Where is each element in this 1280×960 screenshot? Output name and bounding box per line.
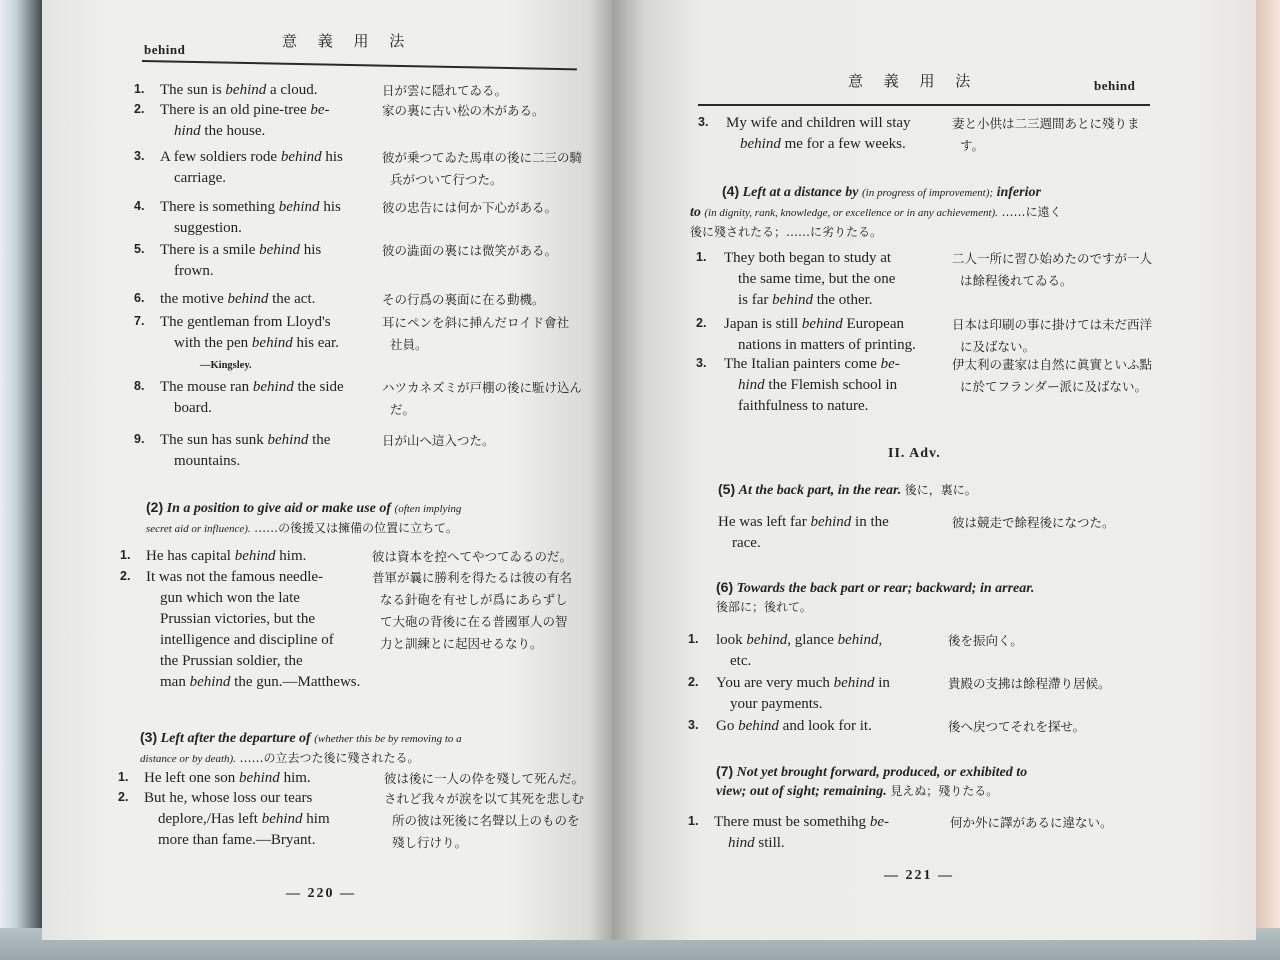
example-number: 7. bbox=[134, 314, 145, 328]
sense-heading-2: (2) In a position to give aid or make use of (often implying secret aid or influence). ……の後援又は擁備の位置に立ちて。 bbox=[146, 499, 462, 535]
example-text: the gun.—Matthews. bbox=[230, 674, 361, 690]
keyword-italic: behind bbox=[280, 149, 322, 165]
keyword-italic: behind bbox=[810, 514, 852, 530]
example-number: 2. bbox=[120, 569, 131, 583]
page-number: — 220 — bbox=[286, 886, 356, 901]
example-english-line bbox=[716, 716, 942, 737]
example-number: 1. bbox=[118, 770, 129, 784]
example-number: 1. bbox=[688, 814, 699, 828]
example-japanese-line: 彼の澁面の裏には微笑がある。 bbox=[382, 243, 558, 258]
example-text: There must be somethihg bbox=[714, 814, 870, 830]
keyword-italic: be- bbox=[869, 814, 889, 830]
example-japanese-line: 彼は資本を控へてやつてゐるのだ。 bbox=[372, 549, 573, 564]
page-title: 意 義 用 法 bbox=[848, 72, 979, 90]
example-english-line bbox=[174, 261, 370, 282]
example-text: him. bbox=[275, 548, 307, 564]
example-number: 2. bbox=[696, 316, 707, 330]
keyword-italic: behind bbox=[261, 811, 303, 827]
example-number: 2. bbox=[134, 102, 145, 116]
example-text: European bbox=[842, 316, 904, 332]
example-text: It was not the famous needle- bbox=[146, 569, 324, 585]
example-text: Japan is still bbox=[724, 316, 802, 332]
example-japanese-line: だ。 bbox=[390, 402, 416, 417]
keyword-italic: behind bbox=[837, 632, 879, 648]
sense-heading-4-cont: to (in dignity, rank, knowledge, or excellence or in any achievement). ……に遠く 後に殘されたる；……に劣りたる。 bbox=[690, 205, 1062, 239]
example-english-line bbox=[718, 512, 944, 533]
example-text: his bbox=[321, 149, 343, 165]
example-text: more than fame.—Bryant. bbox=[158, 832, 316, 848]
example-english-line bbox=[174, 168, 370, 189]
keyword-italic: hind bbox=[174, 123, 201, 139]
example-text: There is an old pine-tree bbox=[160, 102, 311, 118]
example-text: the other. bbox=[812, 292, 873, 308]
keyword-italic: behind bbox=[267, 432, 309, 448]
sense-heading-4: (4) Left at a distance by (in progress of improvement); inferior bbox=[722, 183, 1041, 200]
example-text: The sun has sunk bbox=[160, 432, 268, 448]
example-english-line bbox=[160, 147, 370, 168]
keyword-italic: behind bbox=[234, 548, 276, 564]
example-number: 8. bbox=[134, 379, 145, 393]
example-english-line bbox=[716, 630, 942, 651]
page-number: — 221 — bbox=[884, 868, 954, 883]
example-english-line bbox=[146, 546, 368, 567]
example-english-line bbox=[160, 100, 370, 121]
example-text: You are very much bbox=[716, 675, 834, 691]
example-japanese-line: 普軍が曩に勝利を得たるは彼の有名 bbox=[372, 570, 573, 585]
example-english-line bbox=[714, 812, 942, 833]
example-japanese-line: は餘程後れてゐる。 bbox=[960, 273, 1073, 288]
example-text: the bbox=[308, 432, 331, 448]
example-text: and look for it. bbox=[778, 718, 872, 734]
example-english-line bbox=[174, 398, 370, 419]
keyword-italic: behind bbox=[746, 632, 788, 648]
example-japanese-line: 日が山へ這入つた。 bbox=[382, 433, 495, 448]
example-japanese-line: 彼は競走で餘程後になつた。 bbox=[952, 515, 1115, 530]
running-head: behind bbox=[1094, 78, 1136, 93]
example-number: 5. bbox=[134, 242, 145, 256]
example-number: 4. bbox=[134, 199, 145, 213]
example-english-line bbox=[160, 588, 368, 609]
keyword-italic: be- bbox=[880, 356, 900, 372]
example-english-line bbox=[738, 396, 944, 417]
keyword-italic: behind bbox=[772, 292, 813, 308]
example-japanese-line: 耳にペンを斜に挿んだロイド會社 bbox=[382, 315, 570, 330]
example-number: 3. bbox=[698, 115, 709, 129]
example-japanese-line: て大砲の背後に在る普國軍人の智 bbox=[380, 614, 568, 629]
example-english-line bbox=[724, 314, 944, 335]
example-japanese-line: 彼が乗つてゐた馬車の後に二三の騎 bbox=[382, 150, 583, 165]
example-number: 1. bbox=[134, 82, 145, 96]
example-english-line bbox=[160, 430, 370, 451]
example-number: 1. bbox=[696, 250, 707, 264]
example-japanese-line: 貴殿の支拂は餘程滯り居候。 bbox=[948, 676, 1111, 691]
example-japanese-line: 兵がついて行つた。 bbox=[390, 172, 503, 187]
example-japanese-line: 彼の忠告には何か下心がある。 bbox=[382, 200, 558, 215]
example-text: carriage. bbox=[174, 170, 227, 186]
example-text: , bbox=[878, 632, 883, 648]
example-text: his bbox=[299, 242, 322, 258]
example-english-line bbox=[160, 630, 368, 651]
keyword-italic: behind bbox=[252, 379, 294, 395]
header-rule bbox=[698, 104, 1150, 106]
example-english-line bbox=[160, 80, 370, 101]
example-number: 3. bbox=[696, 356, 707, 370]
sense-heading-5: (5) At the back part, in the rear. 後に，裏に。 bbox=[718, 481, 977, 498]
keyword-italic: behind bbox=[225, 82, 267, 98]
example-number: 1. bbox=[120, 548, 131, 562]
example-text: mountains. bbox=[174, 453, 241, 469]
example-japanese-line: 日本は印刷の事に掛けては未だ西洋 bbox=[952, 317, 1153, 332]
example-japanese-line: 後を振向く。 bbox=[948, 633, 1023, 648]
keyword-italic: behind bbox=[251, 335, 293, 351]
example-japanese-line: 二人一所に習ひ始めたのですが一人 bbox=[952, 251, 1153, 266]
header-rule bbox=[142, 60, 577, 70]
example-japanese-line: 殘し行けり。 bbox=[392, 835, 468, 850]
example-japanese-line: ハツカネズミが戸棚の後に駈け込ん bbox=[382, 380, 583, 395]
example-japanese-line: に於てフランダー派に及ばない。 bbox=[960, 379, 1148, 394]
example-text: deplore,/Has left bbox=[158, 811, 262, 827]
example-text: He has capital bbox=[146, 548, 235, 564]
example-english-line bbox=[160, 672, 368, 693]
example-english-line bbox=[158, 809, 364, 830]
example-japanese-line: 社員。 bbox=[390, 337, 428, 352]
example-english-line bbox=[158, 830, 364, 851]
example-text: in bbox=[874, 675, 890, 691]
keyword-italic: behind bbox=[740, 136, 781, 152]
example-english-line bbox=[716, 673, 942, 694]
right-page bbox=[612, 0, 1256, 940]
keyword-italic: be- bbox=[310, 102, 330, 118]
example-english-line bbox=[738, 375, 944, 396]
example-text: My wife and children will stay bbox=[726, 115, 911, 131]
example-english-line bbox=[144, 788, 364, 809]
example-text: in the bbox=[851, 514, 889, 530]
example-text: They both began to study at bbox=[724, 250, 892, 266]
example-text: his bbox=[319, 199, 341, 215]
example-text: race. bbox=[732, 535, 761, 551]
example-text: look bbox=[716, 632, 747, 648]
keyword-italic: behind bbox=[238, 770, 280, 786]
example-text: nations in matters of printing. bbox=[738, 337, 916, 353]
example-japanese-line: されど我々が涙を以て其死を悲しむ bbox=[384, 791, 585, 806]
sense-heading-3: (3) Left after the departure of (whether this be by removing to a distance or by death). ……の立去つた後に殘されたる。 bbox=[140, 729, 462, 765]
example-japanese-line: その行爲の裏面に在る動機。 bbox=[382, 292, 545, 307]
example-japanese-line: なる針砲を有せしが爲にあらずし bbox=[380, 592, 568, 607]
example-english-line bbox=[724, 248, 944, 269]
example-english-line bbox=[160, 609, 368, 630]
example-english-line bbox=[174, 218, 370, 239]
example-japanese-line: 家の裏に古い松の木がある。 bbox=[382, 103, 545, 118]
example-text: —Kingsley. bbox=[200, 360, 252, 371]
example-english-line bbox=[730, 651, 942, 672]
sense-heading-7: (7) Not yet brought forward, produced, or exhibited to view; out of sight; remaining. 見えぬ；殘りたる。 bbox=[716, 763, 1028, 799]
example-text: But he, whose loss our tears bbox=[144, 790, 313, 806]
example-english-line bbox=[160, 197, 370, 218]
example-text: He left one son bbox=[144, 770, 239, 786]
example-text: Go bbox=[716, 718, 739, 734]
page-title: 意 義 用 法 bbox=[282, 32, 413, 50]
example-english-line bbox=[726, 113, 944, 134]
example-text: the motive bbox=[160, 291, 228, 307]
example-english-line bbox=[160, 240, 370, 261]
example-text: the Prussian soldier, the bbox=[160, 653, 303, 669]
example-text: The sun is bbox=[160, 82, 226, 98]
left-page bbox=[42, 0, 612, 940]
example-text: the house. bbox=[200, 123, 266, 139]
example-text: with the pen bbox=[174, 335, 252, 351]
example-text: There is something bbox=[160, 199, 279, 215]
example-text: me for a few weeks. bbox=[780, 136, 906, 152]
example-english-line bbox=[144, 768, 364, 789]
example-text: is far bbox=[738, 292, 773, 308]
example-japanese-line: 伊太利の畫家は自然に眞實といふ點 bbox=[952, 357, 1153, 372]
example-text: faithfulness to nature. bbox=[738, 398, 869, 414]
example-text: him. bbox=[279, 770, 311, 786]
example-english-line bbox=[730, 694, 942, 715]
example-text: frown. bbox=[174, 263, 214, 279]
page-stack-edge-right bbox=[1254, 0, 1280, 960]
example-text: He was left far bbox=[718, 514, 811, 530]
example-text: board. bbox=[174, 400, 212, 416]
example-text: There is a smile bbox=[160, 242, 260, 258]
example-text: etc. bbox=[730, 653, 752, 669]
keyword-italic: behind bbox=[227, 291, 269, 307]
example-number: 3. bbox=[134, 149, 145, 163]
example-english-line bbox=[174, 451, 370, 472]
keyword-italic: behind bbox=[259, 242, 300, 258]
example-english-line bbox=[174, 333, 370, 354]
example-text: , glance bbox=[787, 632, 838, 648]
example-english-line bbox=[740, 134, 944, 155]
keyword-italic: behind bbox=[189, 674, 231, 690]
example-english-line bbox=[160, 289, 370, 310]
example-text: the act. bbox=[268, 291, 316, 307]
book-cover-edge-left bbox=[0, 0, 44, 960]
example-text: still. bbox=[754, 835, 785, 851]
example-text: intelligence and discipline of bbox=[160, 632, 334, 648]
example-english-line bbox=[174, 121, 370, 142]
example-japanese-line: 彼は後に一人の伜を殘して死んだ。 bbox=[384, 771, 585, 786]
keyword-italic: behind bbox=[801, 316, 843, 332]
example-text: gun which won the late bbox=[160, 590, 300, 606]
example-text: man bbox=[160, 674, 190, 690]
example-english-line bbox=[738, 269, 944, 290]
example-japanese-line: 何か外に譯があるに違ない。 bbox=[950, 815, 1113, 830]
example-japanese-line: 所の彼は死後に名聲以上のものを bbox=[392, 813, 580, 828]
example-text: The Italian painters come bbox=[724, 356, 881, 372]
example-japanese-line: 妻と小供は二三週間あとに殘りま bbox=[952, 116, 1140, 131]
example-english-line bbox=[738, 335, 944, 356]
example-english-line bbox=[200, 354, 410, 376]
example-text: your payments. bbox=[730, 696, 823, 712]
example-text: the same time, but the one bbox=[738, 271, 896, 287]
example-english-line bbox=[724, 354, 944, 375]
running-head: behind bbox=[144, 42, 186, 57]
example-text: The mouse ran bbox=[160, 379, 253, 395]
example-japanese-line: 力と訓練とに起因せるなり。 bbox=[380, 636, 543, 651]
example-japanese-line: 日が雲に隠れてゐる。 bbox=[382, 83, 508, 98]
example-number: 2. bbox=[118, 790, 129, 804]
example-japanese-line: 後へ戻つてそれを探せ。 bbox=[948, 719, 1086, 734]
example-english-line bbox=[738, 290, 944, 311]
example-text: Prussian victories, but the bbox=[160, 611, 315, 627]
sense-heading-6: (6) Towards the back part or rear; backward; in arrear. 後部に；後れて。 bbox=[716, 579, 1035, 614]
example-text: a cloud. bbox=[266, 82, 318, 98]
example-text: the side bbox=[293, 379, 344, 395]
example-english-line bbox=[732, 533, 944, 554]
example-number: 9. bbox=[134, 432, 145, 446]
example-english-line bbox=[146, 567, 368, 588]
example-number: 1. bbox=[688, 632, 699, 646]
example-number: 6. bbox=[134, 291, 145, 305]
part-heading: II. Adv. bbox=[888, 446, 941, 461]
keyword-italic: hind bbox=[728, 835, 755, 851]
keyword-italic: behind bbox=[278, 199, 320, 215]
example-english-line bbox=[160, 651, 368, 672]
example-english-line bbox=[160, 377, 370, 398]
example-japanese-line: に及ばない。 bbox=[960, 339, 1036, 354]
example-english-line bbox=[728, 833, 942, 854]
example-text: him bbox=[302, 811, 330, 827]
keyword-italic: behind bbox=[738, 718, 779, 734]
example-text: the Flemish school in bbox=[764, 377, 898, 393]
example-text: suggestion. bbox=[174, 220, 242, 236]
example-english-line bbox=[160, 312, 370, 333]
example-text: A few soldiers rode bbox=[160, 149, 281, 165]
example-japanese-line: す。 bbox=[960, 138, 985, 153]
example-number: 2. bbox=[688, 675, 699, 689]
keyword-italic: behind bbox=[833, 675, 875, 691]
keyword-italic: hind bbox=[738, 377, 765, 393]
example-text: The gentleman from Lloyd's bbox=[160, 314, 331, 330]
example-text: his ear. bbox=[292, 335, 339, 351]
example-number: 3. bbox=[688, 718, 699, 732]
